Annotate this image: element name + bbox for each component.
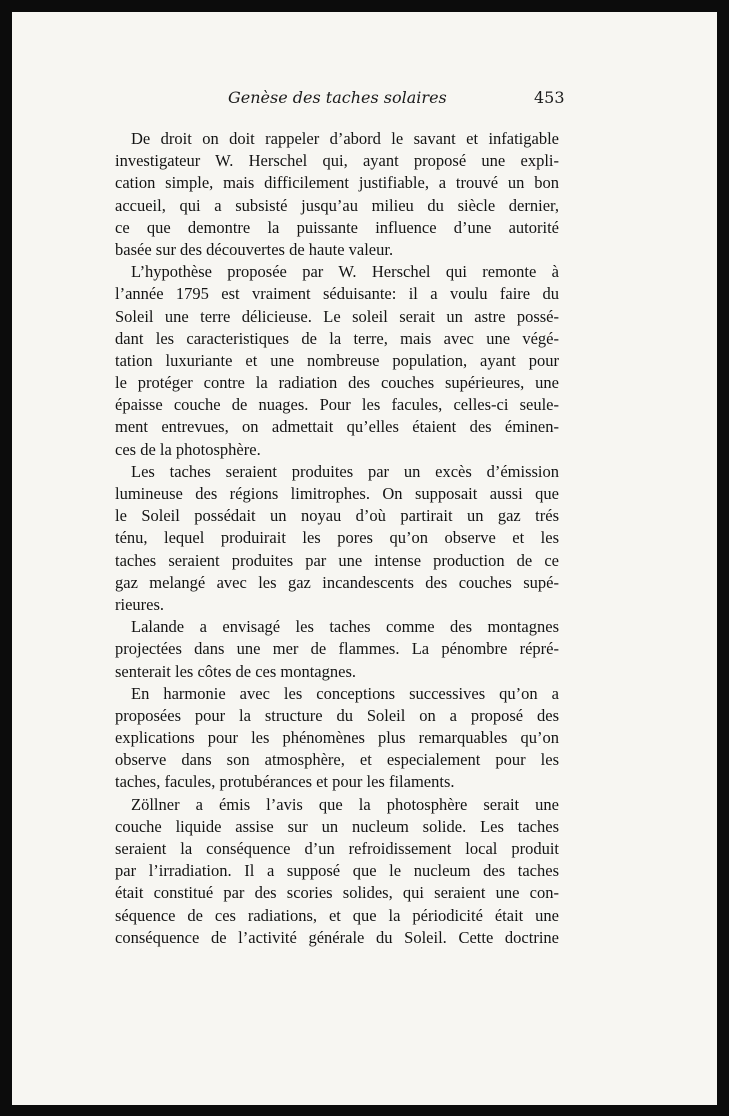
text-line: rieures. [115,594,165,614]
text-line: par l’irradiation. Il a supposé que le nucleum des taches [115,861,559,881]
text-line: ces de la photosphère. [115,439,261,459]
text-line: Les taches seraient produites par un excès d’émission [131,461,559,481]
text-line: taches seraient produites par une intense production de ce [115,550,559,570]
text-line: cation simple, mais difficilement justifiable, a trouvé un bon [115,173,559,193]
text-line: En harmonie avec les conceptions successives qu’on a [131,683,559,703]
page-header [12,88,717,112]
book-page [12,12,717,1105]
text-line: accueil, qui a subsisté jusqu’au milieu du siècle dernier, [115,195,559,215]
text-line: senterait les côtes de ces montagnes. [115,661,356,681]
text-line: observe dans son atmosphère, et especialement pour les [115,750,559,770]
text-line: gaz melangé avec les gaz incandescents des couches supé- [115,572,559,592]
text-line: Zöllner a émis l’avis que la photosphère serait une [131,794,559,814]
body-text [115,128,559,949]
text-line: seraient la conséquence d’un refroidissement local produit [115,839,559,858]
text-line: projectées dans une mer de flammes. La pénombre répré- [115,639,559,659]
text-line: l’année 1795 est vraiment séduisante: il a voulu faire du [115,284,559,304]
text-line: De droit on doit rappeler d’abord le savant et infatigable [131,129,559,148]
page-number: 453 [534,88,565,107]
text-line: ce que demontre la puissante influence d’une autorité [115,217,559,237]
text-line: Lalande a envisagé les taches comme des montagnes [131,617,559,637]
text-line: lumineuse des régions limitrophes. On supposait aussi que [115,484,559,503]
text-line: tation luxuriante et une nombreuse population, ayant pour [115,350,559,370]
text-line: le protéger contre la radiation des couches supérieures, une [115,373,559,393]
text-line: ment entrevues, on admettait qu’elles étaient des éminen- [115,417,559,437]
text-line: L’hypothèse proposée par W. Herschel qui remonte à [131,262,559,282]
text-line: Soleil une terre délicieuse. Le soleil serait un astre possé- [115,306,559,326]
text-line: basée sur des découvertes de haute valeur. [115,239,394,259]
text-line: conséquence de l’activité générale du Soleil. Cette doctrine [115,927,559,947]
text-line: était constitué par des scories solides, qui seraient une con- [115,883,559,903]
text-line: le Soleil possédait un noyau d’où partirait un gaz trés [115,506,559,526]
text-line: investigateur W. Herschel qui, ayant proposé une expli- [115,151,559,171]
text-line: couche liquide assise sur un nucleum solide. Les taches [115,816,559,836]
text-line: dant les caracteristiques de la terre, mais avec une végé- [115,328,559,348]
text-line: proposées pour la structure du Soleil on a proposé des [115,705,559,725]
text-line: épaisse couche de nuages. Pour les facules, celles-ci seule- [115,395,559,415]
text-line: séquence de ces radiations, et que la périodicité était une [115,905,559,925]
running-title: Genèse des taches solaires [228,88,447,107]
text-line: ténu, lequel produirait les pores qu’on observe et les [115,528,559,548]
text-line: explications pour les phénomènes plus remarquables qu’on [115,728,559,748]
text-line: taches, facules, protubérances et pour les filaments. [115,772,455,792]
